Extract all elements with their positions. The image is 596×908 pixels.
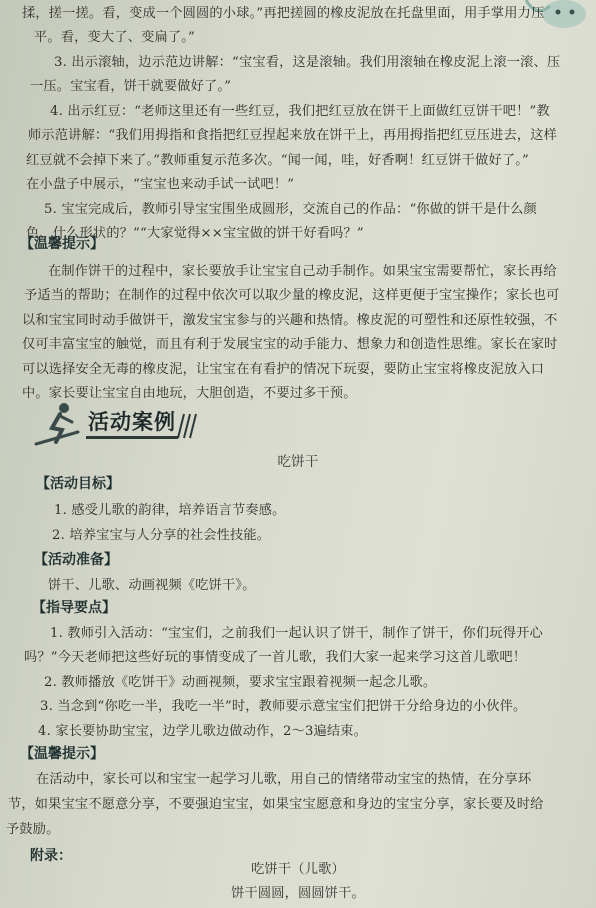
text-line: 中。家长要让宝宝自由地玩，大胆创造，不要过多干预。 (22, 386, 357, 401)
goal-item: 2. 培养宝宝与人分享的社会性技能。 (52, 528, 271, 543)
text-line: 5. 宝宝完成后，教师引导宝宝围坐成圆形，交流自己的作品：“你做的饼干是什么颜 (44, 202, 537, 217)
text-line: 以和宝宝同时动手做饼干，激发宝宝参与的兴趣和热情。橡皮泥的可塑性和还原性较强，不 (22, 313, 558, 328)
banner-slashes-icon (176, 412, 200, 440)
case-tip-line: 予鼓励。 (6, 822, 60, 837)
case-tip-line: 在活动中，家长可以和宝宝一起学习儿歌，用自己的情绪带动宝宝的热情，在分享环 (36, 772, 532, 787)
banner-title: 活动案例 (88, 410, 176, 434)
guide-line: 吗？”今天老师把这些好玩的事情变成了一首儿歌，我们大家一起来学习这首儿歌吧！ (24, 650, 527, 665)
case-tip-line: 节，如果宝宝不愿意分享，不要强迫宝宝，如果宝宝愿意和身边的宝宝分享，家长要及时给 (8, 797, 544, 812)
banner-underline (86, 436, 178, 439)
case-title: 吃饼干 (277, 454, 319, 470)
guide-line: 3. 当念到“你吃一半，我吃一半”时，教师要示意宝宝们把饼干分给身边的小伙伴。 (40, 699, 527, 714)
tip-heading: 【温馨提示】 (20, 236, 104, 252)
song-line: 饼干圆圆，圆圆饼干。 (231, 886, 365, 901)
text-line: 师示范讲解：“我们用拇指和食指把红豆捏起来放在饼干上，再用拇指把红豆压进去，这样 (28, 128, 558, 143)
guide-line: 1. 教师引入活动：“宝宝们，之前我们一起认识了饼干，制作了饼干，你们玩得开心 (50, 626, 543, 641)
text-line: 揉，搓一搓。看，变成一个圆圆的小球。”再把搓圆的橡皮泥放在托盘里面，用手掌用力压 (22, 6, 545, 21)
prep-heading: 【活动准备】 (34, 552, 118, 568)
guide-line: 2. 教师播放《吃饼干》动画视频，要求宝宝跟着视频一起念儿歌。 (44, 675, 437, 690)
text-line: 可以选择安全无毒的橡皮泥，让宝宝在有看护的情况下玩耍，要防止宝宝将橡皮泥放入口 (22, 362, 545, 377)
prep-text: 饼干、儿歌、动画视频《吃饼干》。 (48, 578, 256, 593)
appendix-label: 附录： (30, 848, 72, 864)
text-line: 在制作饼干的过程中，家长要放手让宝宝自己动手制作。如果宝宝需要帮忙，家长再给 (48, 264, 557, 279)
song-title: 吃饼干（儿歌） (251, 862, 345, 877)
guide-heading: 【指导要点】 (32, 600, 116, 616)
text-line: 3. 出示滚轴，边示范边讲解：“宝宝看，这是滚轴。我们用滚轴在橡皮泥上滚一滚、压 (54, 55, 561, 70)
goal-item: 1. 感受儿歌的韵律，培养语言节奏感。 (54, 503, 286, 518)
guide-line: 4. 家长要协助宝宝，边学儿歌边做动作，2～3遍结束。 (38, 724, 368, 739)
activity-case-banner (0, 400, 596, 452)
case-tip-heading: 【温馨提示】 (20, 746, 104, 762)
skier-icon (30, 400, 86, 448)
text-line: 4. 出示红豆：“老师这里还有一些红豆，我们把红豆放在饼干上面做红豆饼干吧！”教 (50, 104, 550, 119)
text-line: 一压。宝宝看，饼干就要做好了。” (30, 79, 232, 94)
goal-heading: 【活动目标】 (36, 476, 120, 492)
text-line: 平。看，变大了、变扁了。” (34, 30, 195, 45)
text-line: 予适当的帮助；在制作的过程中依次可以取少量的橡皮泥，这样更便于宝宝操作；家长也可 (24, 288, 560, 303)
text-line: 在小盘子中展示，“宝宝也来动手试一试吧！” (26, 177, 295, 192)
text-line: 色、什么形状的？”“大家觉得××宝宝做的饼干好看吗？” (26, 226, 364, 241)
text-line: 红豆就不会掉下来了。”教师重复示范多次。“闻一闻，哇，好香啊！红豆饼干做好了。” (26, 153, 529, 168)
text-line: 仅可丰富宝宝的触觉，而且有利于发展宝宝的动手能力、想象力和创造性思维。家长在家时 (22, 337, 558, 352)
